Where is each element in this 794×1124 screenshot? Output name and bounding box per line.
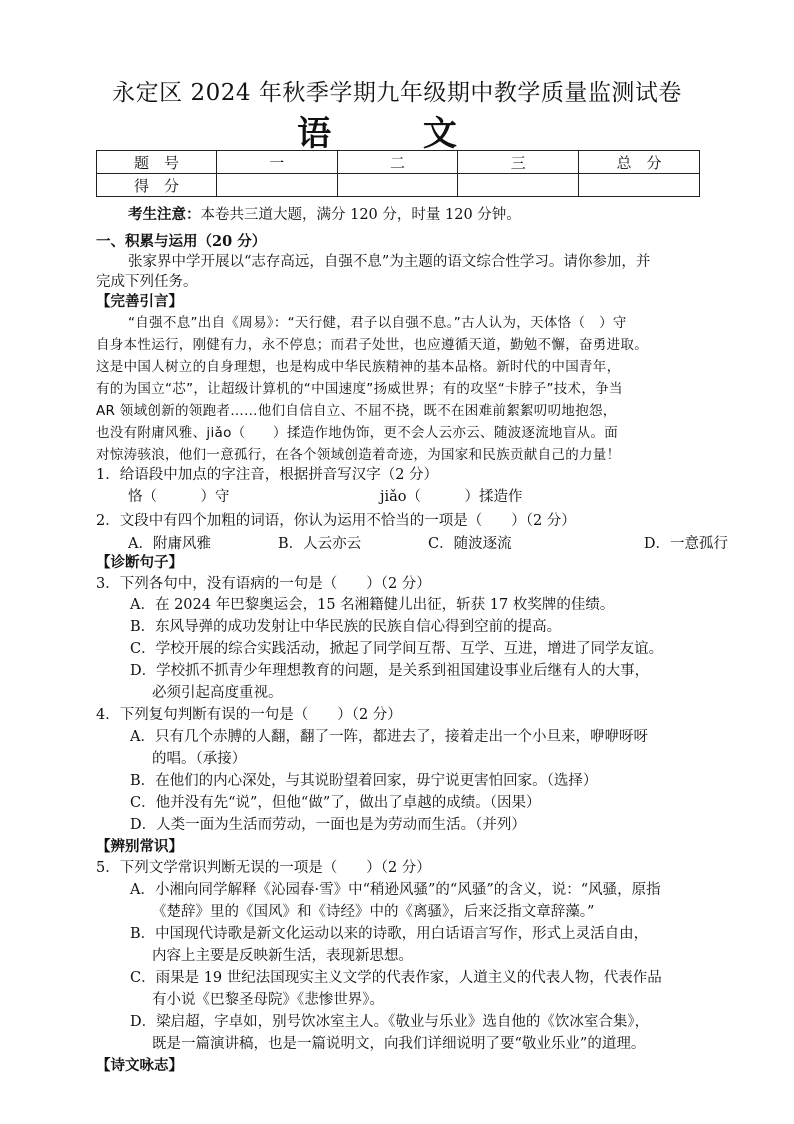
score-cell: 题 号 [97, 151, 217, 174]
option-continuation: 既是一篇演讲稿，也是一篇说明文，向我们详细说明了要“敬业乐业”的道理。 [152, 1036, 646, 1052]
passage-line: “自强不息”出自《周易》：“天行健，君子以自强不息。”古人认为，天体恪（ ）守 [128, 315, 627, 331]
notice-text: 本卷共三道大题，满分 120 分，时量 120 分钟。 [200, 207, 521, 223]
answer-blank[interactable]: jiǎo（ ）揉造作 [380, 489, 523, 505]
exam-notice [128, 203, 521, 224]
option-item[interactable]: A．附庸风雅 [128, 536, 211, 552]
option-continuation: 内容上主要是反映新生活，表现新思想。 [152, 948, 413, 964]
score-input-cell[interactable] [579, 174, 700, 197]
part-heading: 【辨别常识】 [96, 838, 183, 855]
passage-line: AR 领域创新的领跑者……他们自信自立、不屈不挠，既不在困难前絮絮叨叨地抱怨， [96, 403, 617, 419]
option-item[interactable]: A．小湘向同学解释《沁园春·雪》中“稍逊风骚”的“风骚”的含义，说：“风骚，原指 [130, 882, 661, 898]
question-stem: 2．文段中有四个加粗的词语，你认为运用不恰当的一项是（ ）（2 分） [96, 513, 576, 529]
score-cell: 二 [337, 151, 458, 174]
subject-title: 语 文 [297, 114, 497, 154]
passage-line: 这是中国人树立的自身理想，也是构成中华民族精神的基本品格。新时代的中国青年， [96, 359, 621, 375]
part-heading: 【诊断句子】 [96, 554, 183, 571]
question-stem: 4．下列复句判断有误的一句是（ ）（2 分） [96, 707, 402, 723]
option-item[interactable]: C．随波逐流 [428, 536, 512, 552]
option-item[interactable]: D．梁启超，字卓如，别号饮冰室主人。《敬业与乐业》选自他的《饮冰室合集》， [130, 1014, 650, 1030]
part-heading: 【完善引言】 [96, 293, 183, 310]
option-item[interactable]: B．在他们的内心深处，与其说盼望着回家，毋宁说更害怕回家。（选择） [130, 773, 598, 789]
score-input-cell[interactable] [337, 174, 458, 197]
option-item[interactable]: B．人云亦云 [278, 536, 362, 552]
answer-blank[interactable]: 恪（ ）守 [128, 489, 230, 505]
question-stem: 1．给语段中加点的字注音，根据拼音写汉字（2 分） [96, 467, 439, 483]
option-item[interactable]: C．雨果是 19 世纪法国现实主义文学的代表作家，人道主义的代表人物，代表作品 [130, 970, 662, 986]
option-item[interactable]: B．中国现代诗歌是新文化运动以来的诗歌，用白话语言写作，形式上灵活自由， [130, 926, 649, 942]
score-input-cell[interactable] [216, 174, 337, 197]
option-continuation: 《楚辞》里的《国风》和《诗经》中的《离骚》，后来泛指文章辞藻。” [152, 904, 595, 920]
option-continuation: 的唱。（承接） [152, 751, 247, 767]
option-item[interactable]: A．只有几个赤膊的人翻，翻了一阵，都进去了，接着走出一个小旦来，咿咿呀呀 [130, 729, 648, 745]
score-table [96, 150, 700, 197]
option-row [128, 532, 728, 553]
section-intro: 张家界中学开展以“志存高远，自强不息”为主题的语文综合性学习。请你参加，并 [128, 254, 651, 270]
option-item[interactable]: C．他并没有先“说”，但他“做”了，做出了卓越的成绩。（因果） [130, 795, 541, 811]
score-cell: 总 分 [579, 151, 700, 174]
passage-line: 有的为国立“芯”，让超级计算机的“中国速度”扬威世界；有的攻坚“卡脖子”技术，争当 [96, 381, 623, 397]
score-table-header-row [97, 151, 700, 174]
section-intro: 完成下列任务。 [96, 274, 198, 290]
option-continuation: 必须引起高度重视。 [152, 685, 283, 701]
score-cell: 得 分 [97, 174, 217, 197]
score-table-score-row [97, 174, 700, 197]
section-heading: 一、积累与运用（20 分） [96, 233, 267, 250]
question-stem: 3．下列各句中，没有语病的一句是（ ）（2 分） [96, 576, 431, 592]
score-cell: 三 [458, 151, 579, 174]
question-stem: 5．下列文学常识判断无误的一项是（ ）（2 分） [96, 860, 431, 876]
option-item[interactable]: C．学校开展的综合实践活动，掀起了同学间互帮、互学、互进，增进了同学友谊。 [130, 641, 664, 657]
option-item[interactable]: B．东风导弹的成功发射让中华民族的民族自信心得到空前的提高。 [130, 619, 562, 635]
part-heading: 【诗文咏志】 [96, 1057, 183, 1074]
option-item[interactable]: A．在 2024 年巴黎奥运会，15 名湘籍健儿出征，斩获 17 枚奖牌的佳绩。 [130, 597, 615, 613]
option-item[interactable]: D．人类一面为生活而劳动，一面也是为劳动而生活。（并列） [130, 817, 526, 833]
passage-line: 对惊涛骇浪，他们一意孤行，在各个领域创造着奇迹，为国家和民族贡献自己的力量！ [96, 447, 621, 463]
score-cell: 一 [216, 151, 337, 174]
option-item[interactable]: D．学校抓不抓青少年理想教育的问题，是关系到祖国建设事业后继有人的大事， [130, 663, 650, 679]
notice-label: 考生注意： [128, 206, 201, 223]
passage-line: 自身本性运行，刚健有力，永不停息；而君子处世，也应遵循天道，勤勉不懈，奋勇进取。 [96, 337, 648, 353]
option-item[interactable]: D．一意孤行 [643, 536, 728, 552]
exam-title: 永定区 2024 年秋季学期九年级期中教学质量监测试卷 [112, 80, 682, 106]
option-continuation: 有小说《巴黎圣母院》《悲惨世界》。 [152, 992, 384, 1008]
passage-line: 也没有附庸风雅、jiǎo（ ）揉造作地伪饰，更不会人云亦云、随波逐流地盲从。面 [96, 425, 619, 441]
score-input-cell[interactable] [458, 174, 579, 197]
